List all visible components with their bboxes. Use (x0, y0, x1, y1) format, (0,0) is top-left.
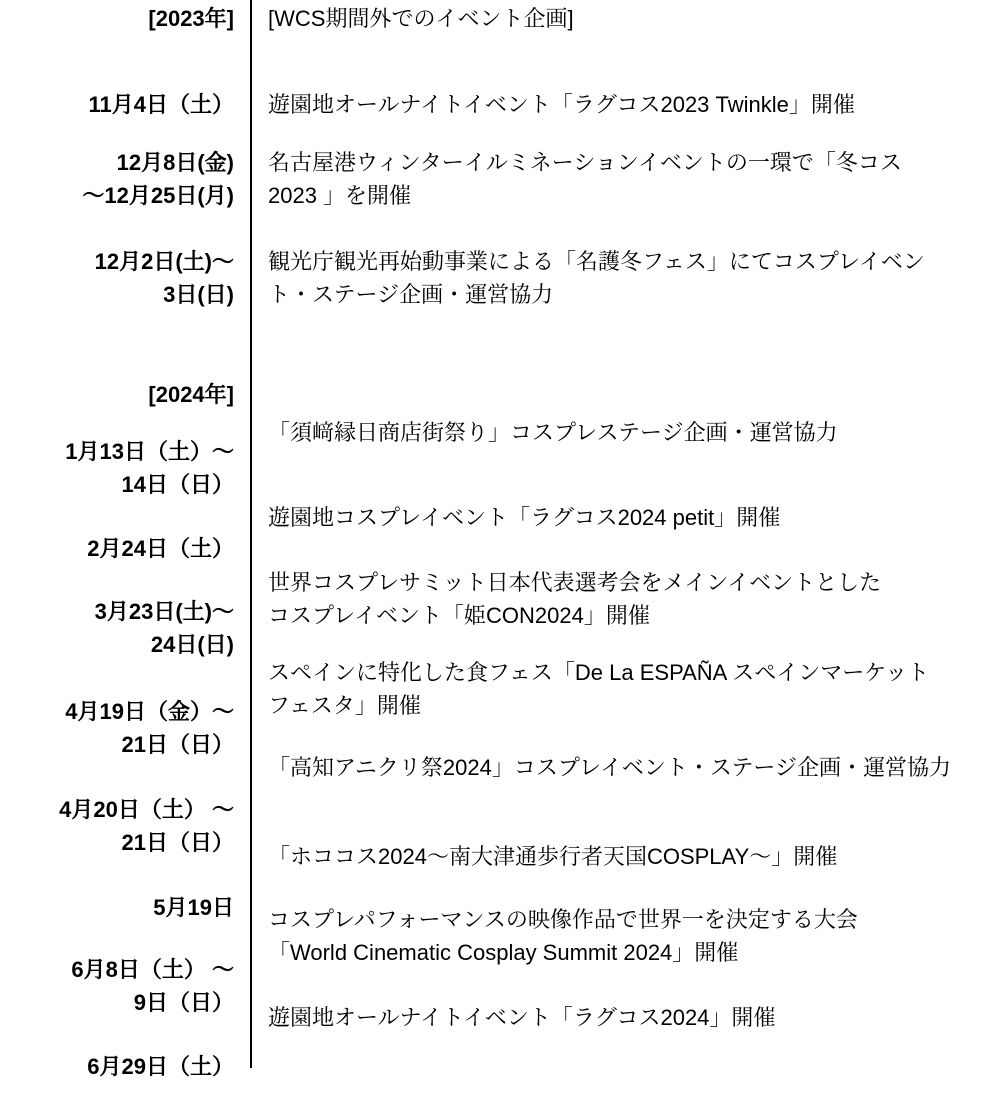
event-nago-winter-fes (268, 245, 1008, 311)
date-line: 4月19日（金）〜 (65, 699, 234, 724)
event-text: 遊園地コスプレイベント「ラグコス2024 petit」開催 (268, 505, 781, 530)
date-2024-06-29 (0, 1050, 234, 1083)
date-line: 12月8日(金) (116, 150, 234, 175)
date-2023-12-02-03 (0, 245, 234, 311)
date-line: 11月4日（土） (88, 92, 234, 117)
event-hokocos-2024 (268, 840, 1008, 873)
date-line: 21日（日） (121, 830, 234, 855)
date-line: 6月8日（土） 〜 (71, 957, 234, 982)
date-line: 21日（日） (121, 732, 234, 757)
date-line: 6月29日（土） (87, 1054, 234, 1079)
event-ragucos-2024-petit (268, 501, 1008, 534)
date-2024-06-08-09 (0, 953, 234, 1019)
date-line: 2月24日（土） (87, 536, 234, 561)
date-2024-04-19-21 (0, 695, 234, 761)
date-2024-04-20-21 (0, 793, 234, 859)
event-text: [WCS期間外でのイベント企画] (268, 6, 574, 31)
date-line: 4月20日（土） 〜 (59, 797, 234, 822)
event-susaki-ennichi (268, 416, 1008, 449)
event-text: 世界コスプレサミット日本代表選考会をメインイベントとした (268, 570, 882, 595)
event-himecon-2024 (268, 566, 1008, 632)
section-title (268, 2, 1008, 35)
event-ragucos-2024 (268, 1001, 1008, 1034)
date-2024-05-19 (0, 891, 234, 924)
date-2023-11-04 (0, 88, 234, 121)
date-line: 3月23日(土)〜 (94, 599, 234, 624)
event-text: 遊園地オールナイトイベント「ラグコス2023 Twinkle」開催 (268, 92, 855, 117)
date-line: 9日（日） (133, 990, 234, 1015)
event-text: ト・ステージ企画・運営協力 (268, 282, 554, 307)
event-text: 2023 」を開催 (268, 183, 412, 208)
event-text: 「ホココス2024〜南大津通歩行者天国COSPLAY〜」開催 (268, 844, 838, 869)
date-line: 14日（日） (121, 472, 234, 497)
event-text: スペインに特化した食フェス「De La ESPAÑA スペインマーケット (268, 660, 930, 685)
date-2024-02-24 (0, 532, 234, 565)
date-line: 〜12月25日(月) (82, 183, 234, 208)
year-label-2024 (0, 378, 234, 411)
date-2023-12-08-25 (0, 146, 234, 212)
date-line: 3日(日) (163, 282, 234, 307)
date-line: [2023年] (148, 6, 234, 31)
event-kochi-anikuri-2024 (268, 751, 1008, 784)
event-text: 遊園地オールナイトイベント「ラグコス2024」開催 (268, 1005, 776, 1030)
event-text: 観光庁観光再始動事業による「名護冬フェス」にてコスプレイベン (268, 249, 925, 274)
date-line: 1月13日（土）〜 (65, 439, 234, 464)
event-text: 「須﨑縁日商店街祭り」コスプレステージ企画・運営協力 (268, 420, 838, 445)
event-text: 名古屋港ウィンターイルミネーションイベントの一環で「冬コス (268, 150, 902, 175)
date-2024-01-13-14 (0, 435, 234, 501)
event-text: コスプレパフォーマンスの映像作品で世界一を決定する大会 (268, 907, 858, 932)
event-text: コスプレイベント「姫CON2024」開催 (268, 603, 650, 628)
event-text: フェスタ」開催 (268, 693, 421, 718)
event-ragucos-2023-twinkle (268, 88, 1008, 121)
date-2024-03-23-24 (0, 595, 234, 661)
column-divider (250, 0, 252, 1068)
date-line: 12月2日(土)〜 (94, 249, 234, 274)
event-wccs-2024 (268, 903, 1008, 969)
event-fuyucos-2023 (268, 146, 1008, 212)
year-label-2023 (0, 2, 234, 35)
event-text: 「高知アニクリ祭2024」コスプレイベント・ステージ企画・運営協力 (268, 755, 951, 780)
event-espana-market-festa (268, 656, 1008, 722)
date-line: [2024年] (148, 382, 234, 407)
event-text: 「World Cinematic Cosplay Summit 2024」開催 (268, 940, 739, 965)
date-line: 24日(日) (150, 632, 234, 657)
date-line: 5月19日 (153, 895, 234, 920)
